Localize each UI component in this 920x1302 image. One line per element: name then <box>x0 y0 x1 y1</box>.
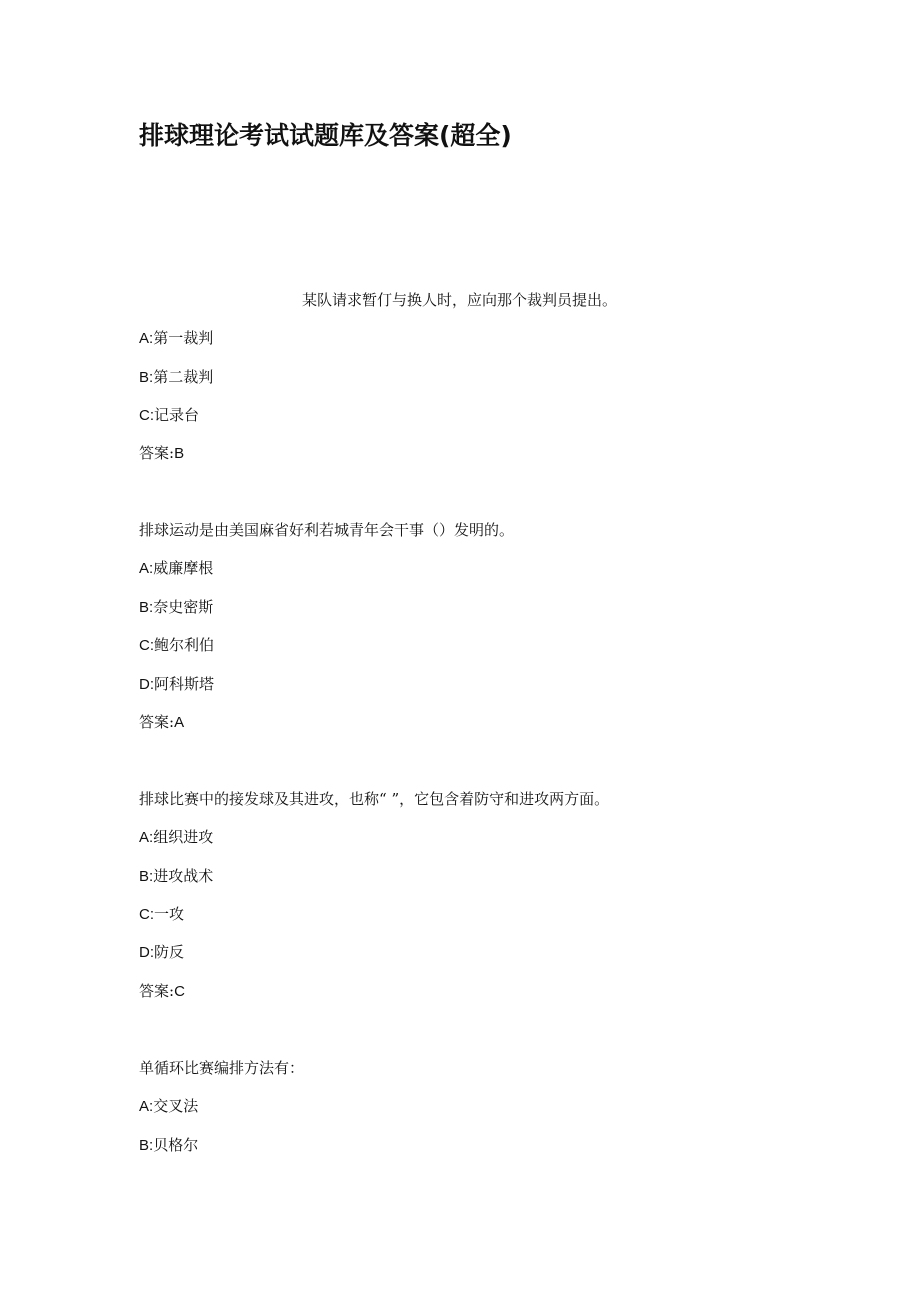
option-letter: D: <box>139 676 154 693</box>
option-letter: B: <box>139 599 154 616</box>
option-letter: A: <box>139 330 154 347</box>
option-letter: A: <box>139 829 154 846</box>
option-letter: D: <box>139 944 154 961</box>
option-letter: B: <box>139 369 154 386</box>
option-letter: C: <box>139 407 154 424</box>
option-letter: C: <box>139 906 154 923</box>
document-title: 排球理论考试试题库及答案(超全) <box>139 121 512 150</box>
option-text: 贝格尔 <box>153 1136 199 1154</box>
option-text: 组织进攻 <box>153 828 214 846</box>
question-2-option-c <box>139 635 214 656</box>
answer-value: A <box>174 714 185 731</box>
question-1-option-a <box>139 328 213 349</box>
option-text: 交叉法 <box>153 1097 199 1115</box>
question-1-answer <box>139 443 184 464</box>
question-2-stem: 排球运动是由美国麻省好利若城青年会干事（）发明的。 <box>139 521 515 539</box>
option-text: 第一裁判 <box>153 329 214 347</box>
option-text: 记录台 <box>154 406 200 424</box>
question-3-option-b <box>139 866 213 887</box>
option-letter: A: <box>139 1098 154 1115</box>
option-letter: B: <box>139 1137 154 1154</box>
question-3-answer <box>139 981 185 1002</box>
option-text: 一攻 <box>154 905 185 923</box>
option-text: 鲍尔利伯 <box>154 636 215 654</box>
option-text: 奈史密斯 <box>153 598 214 616</box>
question-3-option-a <box>139 827 213 848</box>
answer-label: 答案: <box>139 713 175 731</box>
option-text: 第二裁判 <box>153 368 214 386</box>
option-text: 威廉摩根 <box>153 559 214 577</box>
question-2-option-a <box>139 558 213 579</box>
question-4-option-a <box>139 1096 198 1117</box>
question-1-stem: 某队请求暂仃与换人时，应向那个裁判员提出。 <box>302 291 618 309</box>
question-4-stem: 单循环比赛编排方法有： <box>139 1059 305 1077</box>
question-3-option-c <box>139 904 184 925</box>
option-text: 进攻战术 <box>153 867 214 885</box>
option-letter: A: <box>139 560 154 577</box>
option-letter: B: <box>139 868 154 885</box>
answer-value: B <box>174 445 185 462</box>
option-text: 防反 <box>154 943 185 961</box>
question-3-option-d <box>139 942 184 963</box>
option-text: 阿科斯塔 <box>154 675 215 693</box>
question-1-option-c <box>139 405 199 426</box>
question-2-option-d <box>139 674 214 695</box>
answer-label: 答案: <box>139 982 175 1000</box>
answer-value: C <box>174 983 185 1000</box>
option-letter: C: <box>139 637 154 654</box>
question-2-answer <box>139 712 184 733</box>
question-1-option-b <box>139 367 213 388</box>
question-3-stem: 排球比赛中的接发球及其进攻，也称“ ”，它包含着防守和进攻两方面。 <box>139 790 610 808</box>
question-4-option-b <box>139 1135 198 1156</box>
answer-label: 答案: <box>139 444 175 462</box>
question-2-option-b <box>139 597 213 618</box>
